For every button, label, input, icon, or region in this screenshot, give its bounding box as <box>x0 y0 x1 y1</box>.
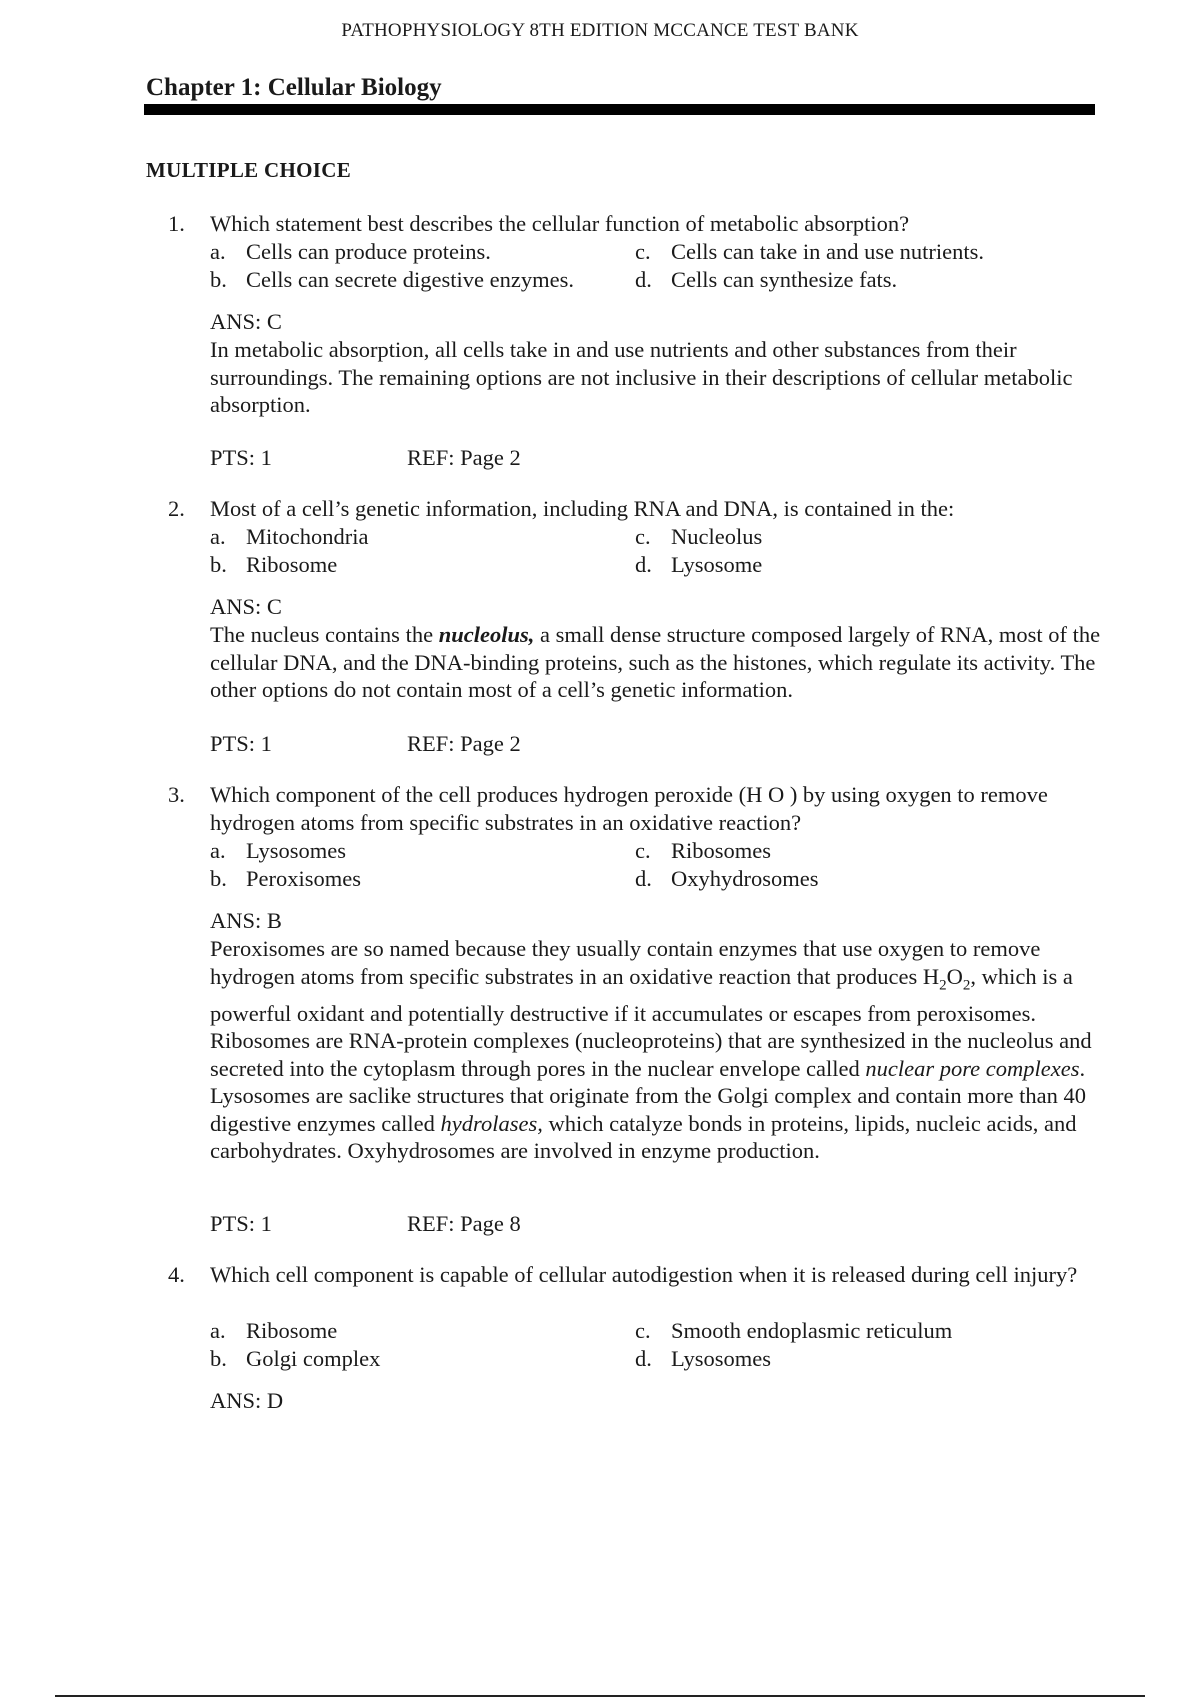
question-number: 2. <box>168 496 185 521</box>
question-meta <box>210 1210 810 1238</box>
emphasis-term: nucleolus, <box>438 622 535 647</box>
reference: REF: Page 2 <box>407 445 521 470</box>
choice-d: d. Oxyhydrosomes <box>635 865 819 891</box>
points: PTS: 1 <box>210 731 272 756</box>
choice-b: b. Golgi complex <box>210 1345 381 1371</box>
question-number: 1. <box>168 211 185 236</box>
emphasis-term: hydrolases, <box>440 1110 543 1136</box>
choices-4 <box>210 1317 1090 1373</box>
choice-a: a. Mitochondria <box>210 524 369 549</box>
answer: ANS: C <box>210 309 282 334</box>
chemical-formula: $H_2O_2$ <box>922 963 971 993</box>
question-stem: Which component of the cell produces hydrogen peroxide (H O ) by using oxygen to remove hydrogen atoms from specific substrates in an oxidative reaction? <box>210 782 1048 835</box>
answer: ANS: B <box>210 908 282 933</box>
question-number: 3. <box>168 782 185 807</box>
answer: ANS: C <box>210 594 282 619</box>
page-header: PATHOPHYSIOLOGY 8TH EDITION MCCANCE TEST BANK <box>341 20 859 41</box>
choice-a: a. Lysosomes <box>210 838 347 863</box>
choice-b: b. Peroxisomes <box>210 865 361 891</box>
chapter-title: Chapter 1: Cellular Biology <box>146 74 442 101</box>
rationale: The nucleus contains the nucleolus, a small dense structure composed largely of RNA, most of the cellular DNA, and the DNA-binding proteins, such as the histones, which regulate its activity. The other options do not contain most of a cell’s genetic information. <box>210 622 1101 702</box>
choice-c: c. Smooth endoplasmic reticulum <box>635 1318 953 1343</box>
choice-c: c. Cells can take in and use nutrients. <box>635 239 985 264</box>
choice-c: c. Nucleolus <box>635 524 763 549</box>
question-stem: Most of a cell’s genetic information, including RNA and DNA, is contained in the: <box>210 496 955 521</box>
choice-a: a. Ribosome <box>210 1318 338 1343</box>
choices-2 <box>210 523 1090 579</box>
choice-d: d. Lysosome <box>635 551 763 577</box>
choices-1 <box>210 238 1090 294</box>
question-stem: Which cell component is capable of cellular autodigestion when it is released during cell injury? <box>210 1262 1078 1287</box>
bottom-rule <box>55 1695 1145 1697</box>
rationale: Peroxisomes are so named because they usually contain enzymes that use oxygen to remove hydrogen atoms from specific substrates in an oxidative reaction that produces $H_2O_2$, which is a powerful oxidant and potentially destructive if it accumulates or escapes from peroxisomes. Ribosomes are RNA-protein complexes (nucleoproteins) that are synthesized in the nucleolus and secreted into the cytoplasm through pores in the nuclear envelope called nuclear pore complexes. Lysosomes are saclike structures that originate from the Golgi complex and contain more than 40 digestive enzymes called hydrolases, which catalyze bonds in proteins, lipids, nucleic acids, and carbohydrates. Oxyhydrosomes are involved in enzyme production. <box>210 936 1092 1163</box>
reference: REF: Page 8 <box>407 1211 521 1236</box>
question-meta <box>210 730 810 758</box>
answer: ANS: D <box>210 1388 284 1413</box>
points: PTS: 1 <box>210 445 272 470</box>
rationale: In metabolic absorption, all cells take in and use nutrients and other substances from their surroundings. The remaining options are not inclusive in their descriptions of cellular metabolic absorption. <box>210 337 1073 417</box>
choice-a: a. Cells can produce proteins. <box>210 239 491 264</box>
choice-b: b. Ribosome <box>210 551 338 577</box>
choices-3 <box>210 837 1090 893</box>
emphasis-term: nuclear pore complexes <box>865 1055 1080 1081</box>
chapter-rule <box>144 104 1095 115</box>
choice-d: d. Cells can synthesize fats. <box>635 266 898 292</box>
question-meta <box>210 444 810 472</box>
choice-d: d. Lysosomes <box>635 1345 772 1371</box>
reference: REF: Page 2 <box>407 731 521 756</box>
choice-c: c. Ribosomes <box>635 838 772 863</box>
section-label: MULTIPLE CHOICE <box>146 158 352 182</box>
choice-b: b. Cells can secrete digestive enzymes. <box>210 266 574 292</box>
points: PTS: 1 <box>210 1211 272 1236</box>
question-stem: Which statement best describes the cellular function of metabolic absorption? <box>210 211 910 236</box>
question-number: 4. <box>168 1262 185 1287</box>
